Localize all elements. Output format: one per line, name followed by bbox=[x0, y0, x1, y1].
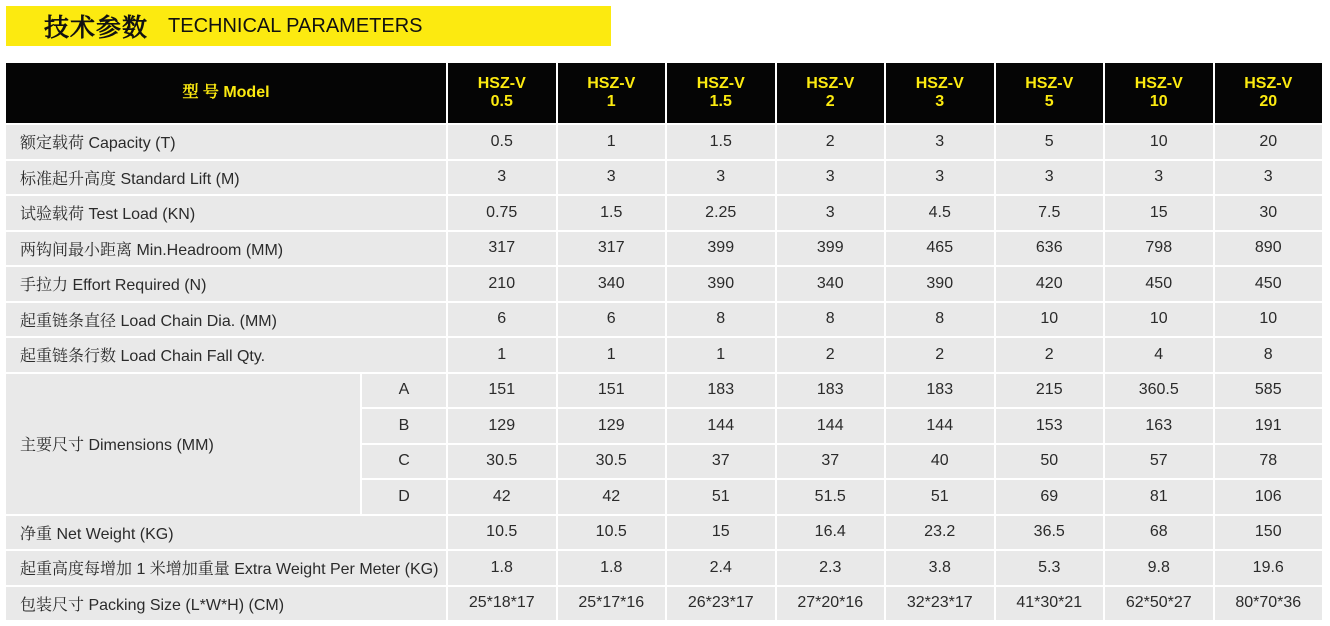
title-en: TECHNICAL PARAMETERS bbox=[168, 14, 423, 37]
value-cell: 144 bbox=[886, 409, 994, 443]
value-cell: 40 bbox=[886, 445, 994, 479]
value-cell: 51 bbox=[667, 480, 775, 514]
value-cell: 153 bbox=[996, 409, 1104, 443]
value-cell: 25*17*16 bbox=[558, 587, 666, 621]
model-header bbox=[667, 63, 775, 123]
value-cell: 2.25 bbox=[667, 196, 775, 230]
value-cell: 10.5 bbox=[558, 516, 666, 550]
value-cell: 6 bbox=[558, 303, 666, 337]
value-cell: 2.4 bbox=[667, 551, 775, 585]
value-cell: 3 bbox=[1215, 161, 1323, 195]
model-size: 10 bbox=[1149, 93, 1168, 110]
model-size: 2 bbox=[825, 93, 835, 110]
value-cell: 150 bbox=[1215, 516, 1323, 550]
row-label: 起重高度每增加 1 米增加重量 Extra Weight Per Meter (KG) bbox=[6, 551, 446, 585]
value-cell: 5 bbox=[996, 125, 1104, 159]
value-cell: 210 bbox=[448, 267, 556, 301]
model-size: 20 bbox=[1259, 93, 1278, 110]
value-cell: 23.2 bbox=[886, 516, 994, 550]
value-cell: 1.8 bbox=[558, 551, 666, 585]
value-cell: 2.3 bbox=[777, 551, 885, 585]
value-cell: 3 bbox=[996, 161, 1104, 195]
value-cell: 0.5 bbox=[448, 125, 556, 159]
value-cell: 3 bbox=[777, 196, 885, 230]
value-cell: 1.5 bbox=[558, 196, 666, 230]
model-name: HSZ-V bbox=[477, 75, 526, 92]
value-cell: 42 bbox=[558, 480, 666, 514]
value-cell: 8 bbox=[886, 303, 994, 337]
model-header bbox=[448, 63, 556, 123]
value-cell: 15 bbox=[1105, 196, 1213, 230]
value-cell: 41*30*21 bbox=[996, 587, 1104, 621]
value-cell: 10 bbox=[1215, 303, 1323, 337]
model-header bbox=[558, 63, 666, 123]
value-cell: 390 bbox=[667, 267, 775, 301]
model-header bbox=[996, 63, 1104, 123]
value-cell: 8 bbox=[777, 303, 885, 337]
value-cell: 317 bbox=[448, 232, 556, 266]
model-header bbox=[777, 63, 885, 123]
value-cell: 450 bbox=[1215, 267, 1323, 301]
row-label: 两钩间最小距离 Min.Headroom (MM) bbox=[6, 232, 446, 266]
value-cell: 37 bbox=[667, 445, 775, 479]
value-cell: 2 bbox=[777, 125, 885, 159]
value-cell: 106 bbox=[1215, 480, 1323, 514]
value-cell: 30.5 bbox=[448, 445, 556, 479]
value-cell: 151 bbox=[448, 374, 556, 408]
value-cell: 1 bbox=[667, 338, 775, 372]
value-cell: 50 bbox=[996, 445, 1104, 479]
row-label: 手拉力 Effort Required (N) bbox=[6, 267, 446, 301]
row-label: 包装尺寸 Packing Size (L*W*H) (CM) bbox=[6, 587, 446, 621]
value-cell: 78 bbox=[1215, 445, 1323, 479]
value-cell: 4 bbox=[1105, 338, 1213, 372]
model-size: 5 bbox=[1044, 93, 1054, 110]
value-cell: 183 bbox=[667, 374, 775, 408]
value-cell: 360.5 bbox=[1105, 374, 1213, 408]
value-cell: 51 bbox=[886, 480, 994, 514]
value-cell: 0.75 bbox=[448, 196, 556, 230]
model-header-label: 型 号 Model bbox=[6, 63, 446, 123]
value-cell: 450 bbox=[1105, 267, 1213, 301]
title-zh: 技术参数 bbox=[44, 13, 149, 42]
value-cell: 191 bbox=[1215, 409, 1323, 443]
value-cell: 151 bbox=[558, 374, 666, 408]
value-cell: 1 bbox=[558, 338, 666, 372]
value-cell: 3.8 bbox=[886, 551, 994, 585]
value-cell: 19.6 bbox=[1215, 551, 1323, 585]
value-cell: 3 bbox=[1105, 161, 1213, 195]
value-cell: 80*70*36 bbox=[1215, 587, 1323, 621]
value-cell: 27*20*16 bbox=[777, 587, 885, 621]
row-label: 标准起升高度 Standard Lift (M) bbox=[6, 161, 446, 195]
dimension-key: A bbox=[362, 374, 446, 408]
model-name: HSZ-V bbox=[696, 75, 745, 92]
row-label: 额定载荷 Capacity (T) bbox=[6, 125, 446, 159]
model-size: 3 bbox=[935, 93, 945, 110]
title-banner bbox=[6, 6, 611, 46]
model-size: 1.5 bbox=[709, 93, 732, 110]
value-cell: 16.4 bbox=[777, 516, 885, 550]
value-cell: 51.5 bbox=[777, 480, 885, 514]
value-cell: 3 bbox=[667, 161, 775, 195]
value-cell: 32*23*17 bbox=[886, 587, 994, 621]
value-cell: 183 bbox=[777, 374, 885, 408]
value-cell: 62*50*27 bbox=[1105, 587, 1213, 621]
value-cell: 25*18*17 bbox=[448, 587, 556, 621]
value-cell: 10.5 bbox=[448, 516, 556, 550]
model-header bbox=[1105, 63, 1213, 123]
model-size: 0.5 bbox=[490, 93, 513, 110]
value-cell: 1 bbox=[448, 338, 556, 372]
value-cell: 10 bbox=[996, 303, 1104, 337]
value-cell: 5.3 bbox=[996, 551, 1104, 585]
value-cell: 6 bbox=[448, 303, 556, 337]
dimension-key: D bbox=[362, 480, 446, 514]
dimension-key: B bbox=[362, 409, 446, 443]
value-cell: 183 bbox=[886, 374, 994, 408]
model-name: HSZ-V bbox=[1134, 75, 1183, 92]
value-cell: 215 bbox=[996, 374, 1104, 408]
model-name: HSZ-V bbox=[587, 75, 636, 92]
value-cell: 81 bbox=[1105, 480, 1213, 514]
value-cell: 144 bbox=[667, 409, 775, 443]
model-header bbox=[886, 63, 994, 123]
value-cell: 399 bbox=[777, 232, 885, 266]
value-cell: 144 bbox=[777, 409, 885, 443]
value-cell: 890 bbox=[1215, 232, 1323, 266]
value-cell: 15 bbox=[667, 516, 775, 550]
value-cell: 2 bbox=[996, 338, 1104, 372]
value-cell: 42 bbox=[448, 480, 556, 514]
dimensions-label: 主要尺寸 Dimensions (MM) bbox=[6, 374, 360, 514]
value-cell: 2 bbox=[886, 338, 994, 372]
technical-parameters-table bbox=[6, 63, 1326, 623]
value-cell: 399 bbox=[667, 232, 775, 266]
value-cell: 3 bbox=[886, 125, 994, 159]
value-cell: 36.5 bbox=[996, 516, 1104, 550]
value-cell: 69 bbox=[996, 480, 1104, 514]
value-cell: 30.5 bbox=[558, 445, 666, 479]
value-cell: 4.5 bbox=[886, 196, 994, 230]
value-cell: 68 bbox=[1105, 516, 1213, 550]
value-cell: 129 bbox=[448, 409, 556, 443]
row-label: 起重链条直径 Load Chain Dia. (MM) bbox=[6, 303, 446, 337]
model-header bbox=[1215, 63, 1323, 123]
value-cell: 26*23*17 bbox=[667, 587, 775, 621]
value-cell: 1.5 bbox=[667, 125, 775, 159]
value-cell: 340 bbox=[777, 267, 885, 301]
value-cell: 798 bbox=[1105, 232, 1213, 266]
row-label: 试验载荷 Test Load (KN) bbox=[6, 196, 446, 230]
value-cell: 57 bbox=[1105, 445, 1213, 479]
value-cell: 585 bbox=[1215, 374, 1323, 408]
value-cell: 465 bbox=[886, 232, 994, 266]
value-cell: 20 bbox=[1215, 125, 1323, 159]
dimension-key: C bbox=[362, 445, 446, 479]
row-label: 净重 Net Weight (KG) bbox=[6, 516, 446, 550]
value-cell: 30 bbox=[1215, 196, 1323, 230]
model-size: 1 bbox=[606, 93, 616, 110]
value-cell: 37 bbox=[777, 445, 885, 479]
value-cell: 3 bbox=[777, 161, 885, 195]
value-cell: 2 bbox=[777, 338, 885, 372]
value-cell: 8 bbox=[667, 303, 775, 337]
value-cell: 7.5 bbox=[996, 196, 1104, 230]
value-cell: 129 bbox=[558, 409, 666, 443]
model-name: HSZ-V bbox=[1025, 75, 1074, 92]
value-cell: 3 bbox=[558, 161, 666, 195]
value-cell: 636 bbox=[996, 232, 1104, 266]
model-name: HSZ-V bbox=[806, 75, 855, 92]
value-cell: 8 bbox=[1215, 338, 1323, 372]
value-cell: 3 bbox=[886, 161, 994, 195]
value-cell: 1.8 bbox=[448, 551, 556, 585]
row-label: 起重链条行数 Load Chain Fall Qty. bbox=[6, 338, 446, 372]
value-cell: 9.8 bbox=[1105, 551, 1213, 585]
value-cell: 10 bbox=[1105, 303, 1213, 337]
value-cell: 420 bbox=[996, 267, 1104, 301]
value-cell: 390 bbox=[886, 267, 994, 301]
value-cell: 340 bbox=[558, 267, 666, 301]
value-cell: 317 bbox=[558, 232, 666, 266]
value-cell: 1 bbox=[558, 125, 666, 159]
value-cell: 10 bbox=[1105, 125, 1213, 159]
model-name: HSZ-V bbox=[1244, 75, 1293, 92]
value-cell: 3 bbox=[448, 161, 556, 195]
value-cell: 163 bbox=[1105, 409, 1213, 443]
model-name: HSZ-V bbox=[915, 75, 964, 92]
